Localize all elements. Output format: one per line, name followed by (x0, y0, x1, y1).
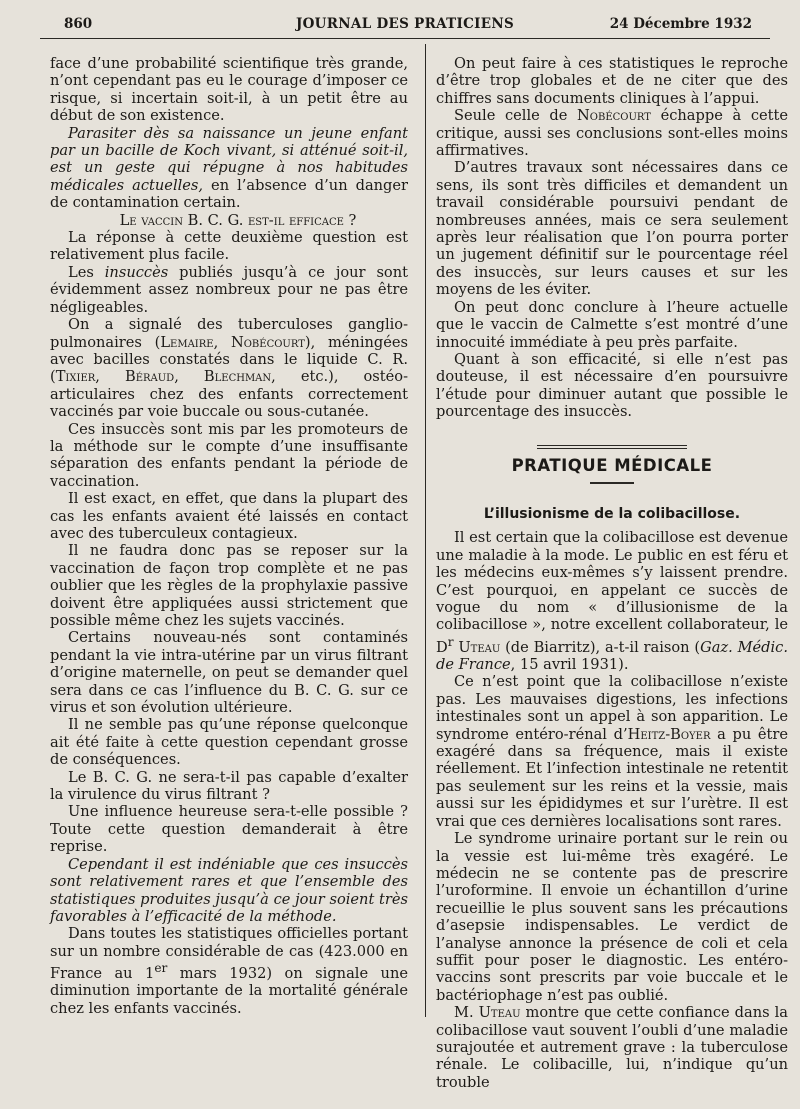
paragraph: Ces insuccès sont mis par les promoteurs de la méthode sur le compte d’une insuffisante séparation des enfants pendant la période de vaccination. (50, 420, 408, 490)
article-title: L’illusionisme de la colibacillose. (483, 505, 741, 522)
paragraph: M. Uteau montre que cette confiance dans la colibacillose vaut souvent l’oubli d’une maladie surajoutée et autrement grave : la tuberculose rénale. Le colibacille, lui, n’indique qu’un trouble (436, 1004, 788, 1091)
right-column (436, 55, 788, 1091)
author-name: Tixier (55, 368, 96, 386)
paragraph: Le B. C. G. ne sera-t-il pas capable d’exalter la virulence du virus filtrant ? (50, 768, 408, 804)
paragraph: On a signalé des tuberculoses ganglio-pulmonaires (Lemaire, Nobécourt), méningées avec bacilles constatés dans le liquide C. R. (Tixier, Béraud, Blechman, etc.), ostéo-articulaires chez des enfants correctement vaccinés par voie buccale ou sous-cutanée. (50, 316, 409, 421)
paragraph: Il ne faudra donc pas se reposer sur la vaccination de façon trop complète et ne pas oublier que les règles de la prophylaxie passive doivent être appliquées aussi strictement que possible même chez les sujets vaccinés. (50, 542, 408, 629)
author-name: Blechman (203, 368, 272, 386)
paragraph: Seule celle de Nobécourt échappe à cette critique, aussi ses conclusions sont-elles moins affirmatives. (436, 107, 788, 160)
page-number: 860 (64, 16, 93, 32)
italic-paragraph: Cependant il est indéniable que ces insuccès sont relativement rares et que l’ensemble des statistiques produites jusqu’à ce jour soient très favorables à l’efficacité de la méthode. (50, 855, 408, 925)
citation: Gaz. Médic. de France (436, 638, 788, 674)
paragraph: Le syndrome urinaire portant sur le rein ou la vessie est lui-même très exagéré. Le médecin ne se contente pas de prescrire l’uroformine. Il envoie un échantillon d’urine recueillie le plus souvent sans les précautions d’asepsie indispensables. Le verdict de l’analyse annonce la présence de coli et cela suffit pour poser le diagnostic. Les entéro-vaccins sont prescrits par voie buccale et le bactériophage n’est pas oublié. (436, 830, 788, 1004)
paragraph: Dans toutes les statistiques officielles portant sur un nombre considérable de cas (423.000 en France au 1er mars 1932) on signale une diminution importante de la mortalité générale chez les enfants vaccinés. (50, 925, 408, 1017)
paragraph: Les insuccès publiés jusqu’à ce jour sont évidemment assez nombreux pour ne pas être négligeables. (50, 263, 408, 316)
paragraph: D’autres travaux sont nécessaires dans ce sens, ils sont très difficiles et demandent un travail considérable poursuivi pendant de nombreuses années, mais ce sera seulement après leur réalisation que l’on pourra porter un jugement définitif sur le pourcentage réel des insuccès, sur leurs causes et sur les moyens de les éviter. (436, 159, 788, 299)
section-title: PRATIQUE MÉDICALE (511, 455, 713, 475)
section-double-rule (537, 445, 687, 449)
paragraph: Il est exact, en effet, que dans la plupart des cas les enfants avaient été laissés en contact avec des tuberculeux contagieux. (50, 490, 408, 542)
issue-date: 24 Décembre 1932 (609, 16, 752, 32)
subheading: Le vaccin B. C. G. est-il efficace ? (119, 211, 357, 229)
paragraph: Parasiter dès sa naissance un jeune enfant par un bacille de Koch vivant, si atténué soit-il, est un geste qui répugne à nos habitudes médicales actuelles, en l’absence d’un danger de contamination certain. (50, 124, 408, 212)
author-name: Nobécourt (577, 107, 651, 125)
running-header (40, 12, 770, 38)
paragraph: face d’une probabilité scientifique très grande, n’ont cependant pas eu le courage d’imposer ce risque, si incertain soit-il, à un petit être au début de son existence. (50, 55, 408, 125)
italic-text: Parasiter dès sa naissance un jeune enfant par un bacille de Koch vivant, si atténué soit-il, est un geste qui répugne à nos habitudes médicales actuelles, (50, 124, 408, 194)
paragraph: Certains nouveau-nés sont contaminés pendant la vie intra-utérine par un virus filtrant d’origine maternelle, on peut se demander quel sera dans ce cas l’influence du B. C. G. sur ce virus et son évolution ultérieure. (50, 629, 408, 717)
author-name: Béraud (124, 368, 175, 386)
author-name: Nobécourt (230, 333, 305, 351)
author-name: Uteau (478, 1004, 521, 1022)
column-divider (425, 44, 426, 1017)
author-name: Heitz-Boyer (627, 725, 711, 743)
author-name: Lemaire (160, 333, 214, 351)
left-column (50, 55, 408, 1017)
paragraph: On peut faire à ces statistiques le reproche d’être trop globales et de ne citer que des chiffres sans documents cliniques à l’appui. (436, 55, 788, 107)
journal-title: JOURNAL DES PRATICIENS (295, 16, 515, 32)
section-underline (590, 482, 634, 484)
paragraph: Il est certain que la colibacillose est devenue une maladie à la mode. Le public en est féru et les médecins eux-mêmes s’y laissent prendre. C’est pourquoi, en appelant ce succès de vogue du nom « d’illusionisme de la colibacillose », notre excellent collaborateur, le $D^r$ Uteau (de Biarritz), a-t-il raison (Gaz. Médic. de France, 15 avril 1931). (436, 529, 788, 674)
paragraph: On peut donc conclure à l’heure actuelle que le vaccin de Calmette s’est montré d’une innocuité immédiate à peu près parfaite. (436, 298, 788, 351)
paragraph: Quant à son efficacité, si elle n’est pas douteuse, il est nécessaire d’en poursuivre l’étude pour diminuer autant que possible le pourcentage des insuccès. (436, 350, 788, 421)
paragraph: Une influence heureuse sera-t-elle possible ? Toute cette question demanderait à être reprise. (50, 803, 408, 856)
header-rule (40, 38, 770, 39)
paragraph: Ce n’est point que la colibacillose n’existe pas. Les mauvaises digestions, les infections intestinales sont un appel à son apparition. Le syndrome entéro-rénal d’Heitz-Boyer a pu être exagéré dans sa fréquence, mais il existe réellement. Et l’infection intestinale ne retentit pas seulement sur les reins et la vessie, mais aussi sur les épididymes et sur l’urètre. Il est vrai que ces dernières localisations sont rares. (436, 673, 788, 830)
author-name: Uteau (458, 638, 501, 656)
paragraph: La réponse à cette deuxième question est relativement plus facile. (50, 229, 408, 264)
paragraph: Il ne semble pas qu’une réponse quelconque ait été faite à cette question cependant grosse de conséquences. (50, 716, 408, 769)
